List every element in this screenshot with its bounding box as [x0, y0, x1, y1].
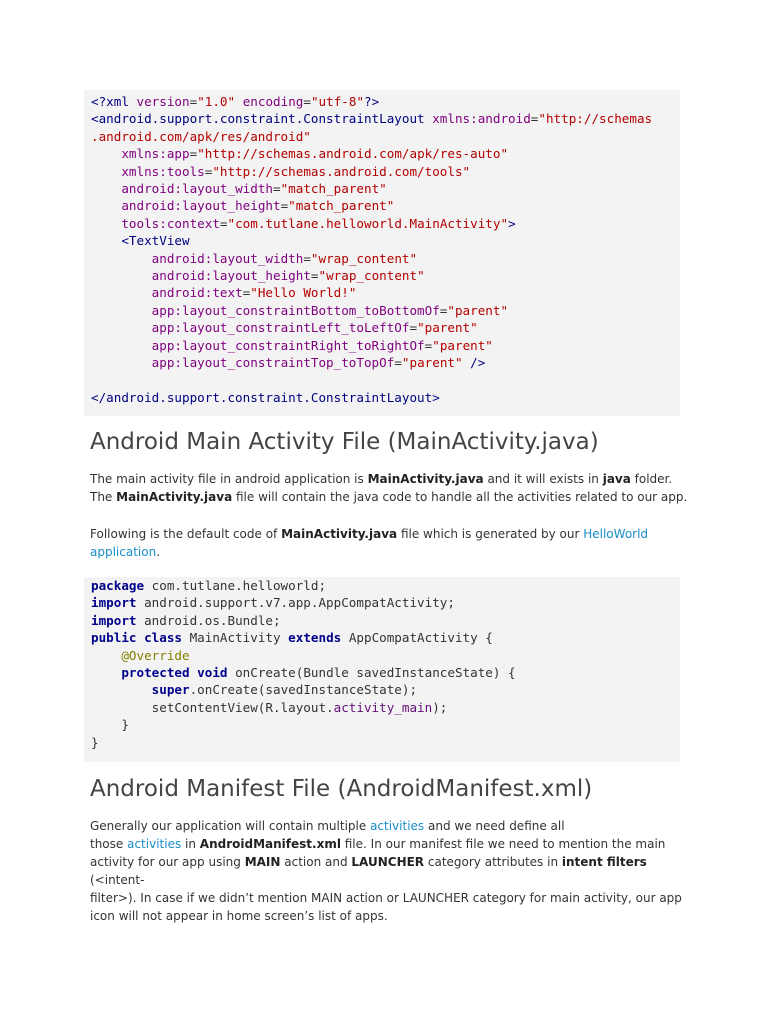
code-line: app:layout_constraintLeft_toLeftOf="parent"	[151, 320, 478, 336]
bold-text: MAIN	[244, 855, 281, 869]
code-line: setContentView(R.layout.activity_main);	[91, 699, 448, 715]
text: (<intent-	[90, 873, 145, 887]
java-code	[91, 577, 680, 751]
text: Following is the default code of	[90, 527, 282, 541]
activities-link[interactable]: activities	[370, 819, 425, 833]
code-line: android:layout_height="match_parent"	[121, 198, 395, 214]
code-line: super.onCreate(savedInstanceState);	[151, 682, 418, 698]
code-line: protected void onCreate(Bundle savedInstanceState) {	[121, 665, 516, 681]
text: action and	[280, 855, 352, 869]
text: folder.	[630, 472, 673, 486]
code-line: }	[91, 717, 129, 733]
java-main-activity-code-block	[84, 577, 680, 762]
text: icon will not appear in home screen’s list of apps.	[90, 909, 388, 923]
text: category attributes in	[424, 855, 562, 869]
bold-text: intent filters	[561, 855, 647, 869]
code-line: @Override	[121, 647, 190, 663]
text: and we need define all	[424, 819, 565, 833]
code-line: android:layout_width="match_parent"	[121, 181, 387, 197]
code-line: tools:context="com.tutlane.helloworld.MainActivity">	[121, 215, 516, 231]
paragraph-manifest-intro	[90, 817, 690, 925]
code-line: android:layout_width="wrap_content"	[151, 250, 418, 266]
xml-code	[91, 93, 680, 406]
code-line: app:layout_constraintBottom_toBottomOf="parent"	[151, 302, 509, 318]
code-line: public class MainActivity extends AppCompatActivity {	[91, 630, 493, 646]
bold-text: MainActivity.java	[116, 490, 233, 504]
code-line: android:layout_height="wrap_content"	[151, 268, 425, 284]
text: filter>). In case if we didn’t mention MAIN action or LAUNCHER category for main activity, our app	[90, 891, 682, 905]
code-line: <TextView	[121, 233, 190, 249]
code-line: android:text="Hello World!"	[151, 285, 357, 301]
text: and it will exists in	[483, 472, 603, 486]
code-line	[91, 373, 99, 388]
activities-link[interactable]: activities	[127, 837, 182, 851]
code-line: </android.support.constraint.ConstraintLayout>	[91, 389, 440, 405]
code-line: .android.com/apk/res/android"	[91, 128, 311, 144]
bold-text: java	[602, 472, 631, 486]
bold-text: MainActivity.java	[281, 527, 398, 541]
helloworld-link[interactable]: HelloWorld	[583, 527, 649, 541]
text: The main activity file in android application is	[90, 472, 368, 486]
text: in	[181, 837, 200, 851]
bold-text: AndroidManifest.xml	[199, 837, 341, 851]
code-line: package com.tutlane.helloworld;	[91, 578, 327, 593]
text: activity for our app using	[90, 855, 245, 869]
text: .	[156, 545, 161, 559]
code-line: import android.support.v7.app.AppCompatActivity;	[91, 595, 455, 611]
application-link[interactable]: application	[90, 545, 157, 559]
bold-text: LAUNCHER	[351, 855, 425, 869]
xml-layout-code-block	[84, 90, 680, 416]
code-line: import android.os.Bundle;	[91, 612, 281, 628]
section-heading-manifest: Android Manifest File (AndroidManifest.xml)	[90, 776, 593, 802]
text: file. In our manifest file we need to mention the main	[340, 837, 666, 851]
code-line: }	[91, 734, 99, 750]
bold-text: MainActivity.java	[367, 472, 484, 486]
paragraph-main-activity-intro	[90, 470, 690, 506]
code-line: app:layout_constraintRight_toRightOf="parent"	[151, 337, 493, 353]
paragraph-default-code-intro	[90, 525, 690, 561]
text: those	[90, 837, 128, 851]
code-line: app:layout_constraintTop_toTopOf="parent" />	[151, 355, 486, 371]
code-line: <android.support.constraint.ConstraintLayout xmlns:android="http://schemas	[91, 111, 653, 127]
code-line: <?xml version="1.0" encoding="utf-8"?>	[91, 94, 380, 109]
text: file will contain the java code to handle all the activities related to our app.	[232, 490, 688, 504]
text: file which is generated by our	[397, 527, 584, 541]
section-heading-main-activity: Android Main Activity File (MainActivity.java)	[90, 429, 599, 455]
text: Generally our application will contain multiple	[90, 819, 371, 833]
text: The	[90, 490, 117, 504]
code-line: xmlns:app="http://schemas.android.com/apk/res-auto"	[121, 146, 509, 162]
code-line: xmlns:tools="http://schemas.android.com/tools"	[121, 163, 471, 179]
